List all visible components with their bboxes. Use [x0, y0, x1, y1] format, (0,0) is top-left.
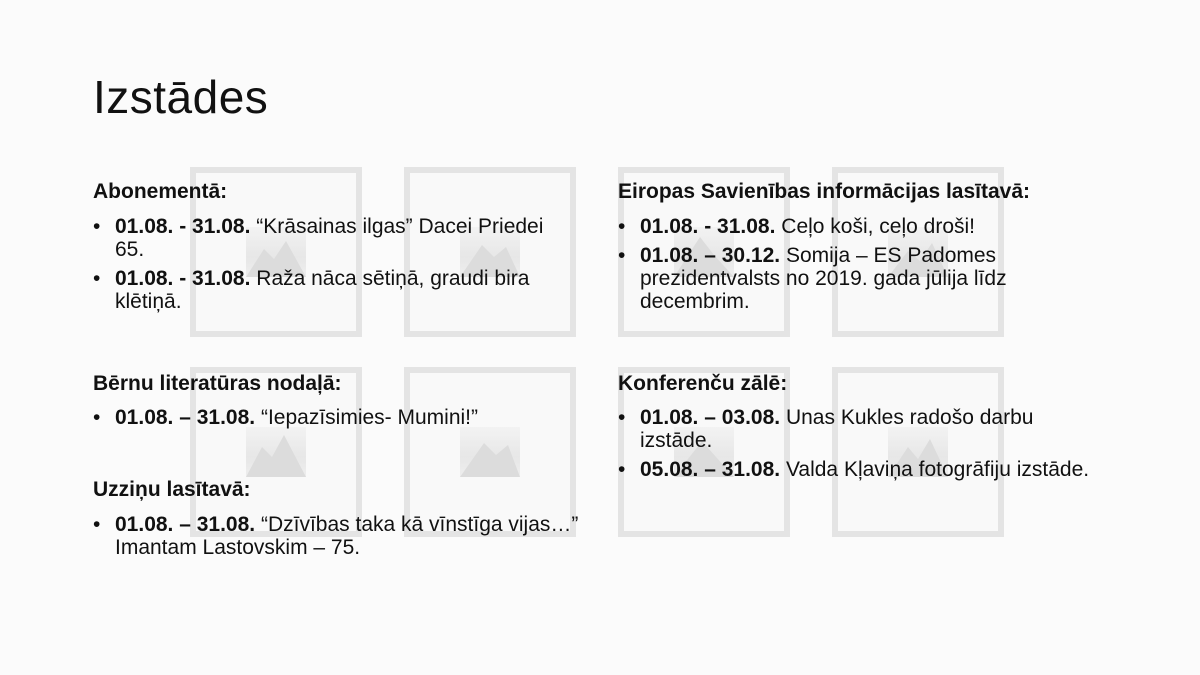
list-item — [93, 513, 583, 559]
list-item — [618, 458, 1098, 481]
exhibition-title: Ceļo koši, ceļo droši! — [775, 215, 976, 238]
section-heading-konferencu: Konferenču zālē: — [618, 372, 788, 395]
exhibition-title: Unas Kukles radošo darbu izstāde. — [640, 406, 1034, 452]
section-heading-es: Eiropas Savienības informācijas lasītavā: — [618, 180, 1031, 203]
abonements-list — [93, 215, 563, 319]
list-item — [93, 215, 563, 261]
slide-title: Izstādes — [93, 71, 269, 123]
exhibition-title: Valda Kļaviņa fotogrāfiju izstāde. — [780, 458, 1090, 481]
exhibition-date: 01.08. – 31.08. — [115, 406, 256, 429]
list-item — [93, 267, 563, 313]
exhibition-title: Raža nāca sētiņā, graudi bira klētiņā. — [115, 267, 530, 313]
list-item — [618, 406, 1098, 452]
exhibition-title: “Dzīvības taka kā vīnstīga vijas…” Imantam Lastovskim – 75. — [115, 513, 579, 559]
exhibition-date: 01.08. - 31.08. — [640, 215, 776, 238]
section-heading-bernu: Bērnu literatūras nodaļā: — [93, 372, 342, 395]
list-item — [618, 215, 1078, 238]
exhibition-title: Somija – ES Padomes prezidentvalsts no 2019. gada jūlija līdz decembrim. — [640, 244, 1007, 313]
exhibition-date: 01.08. - 31.08. — [115, 267, 251, 290]
exhibition-date: 01.08. – 03.08. — [640, 406, 781, 429]
list-item — [618, 244, 1078, 313]
konferencu-list — [618, 406, 1098, 487]
section-heading-uzzinu: Uzziņu lasītavā: — [93, 478, 251, 501]
exhibition-date: 01.08. – 30.12. — [640, 244, 781, 267]
exhibition-date: 01.08. - 31.08. — [115, 215, 251, 238]
list-item — [93, 406, 593, 429]
exhibition-date: 01.08. – 31.08. — [115, 513, 256, 536]
exhibition-title: “Krāsainas ilgas” Dacei Priedei 65. — [115, 215, 544, 261]
uzzinu-list — [93, 513, 583, 565]
es-list — [618, 215, 1078, 319]
exhibition-date: 05.08. – 31.08. — [640, 458, 781, 481]
bernu-list — [93, 406, 593, 435]
exhibition-title: “Iepazīsimies- Mumini!” — [255, 406, 478, 429]
background-frame — [404, 367, 576, 537]
section-heading-abonements: Abonementā: — [93, 180, 228, 203]
